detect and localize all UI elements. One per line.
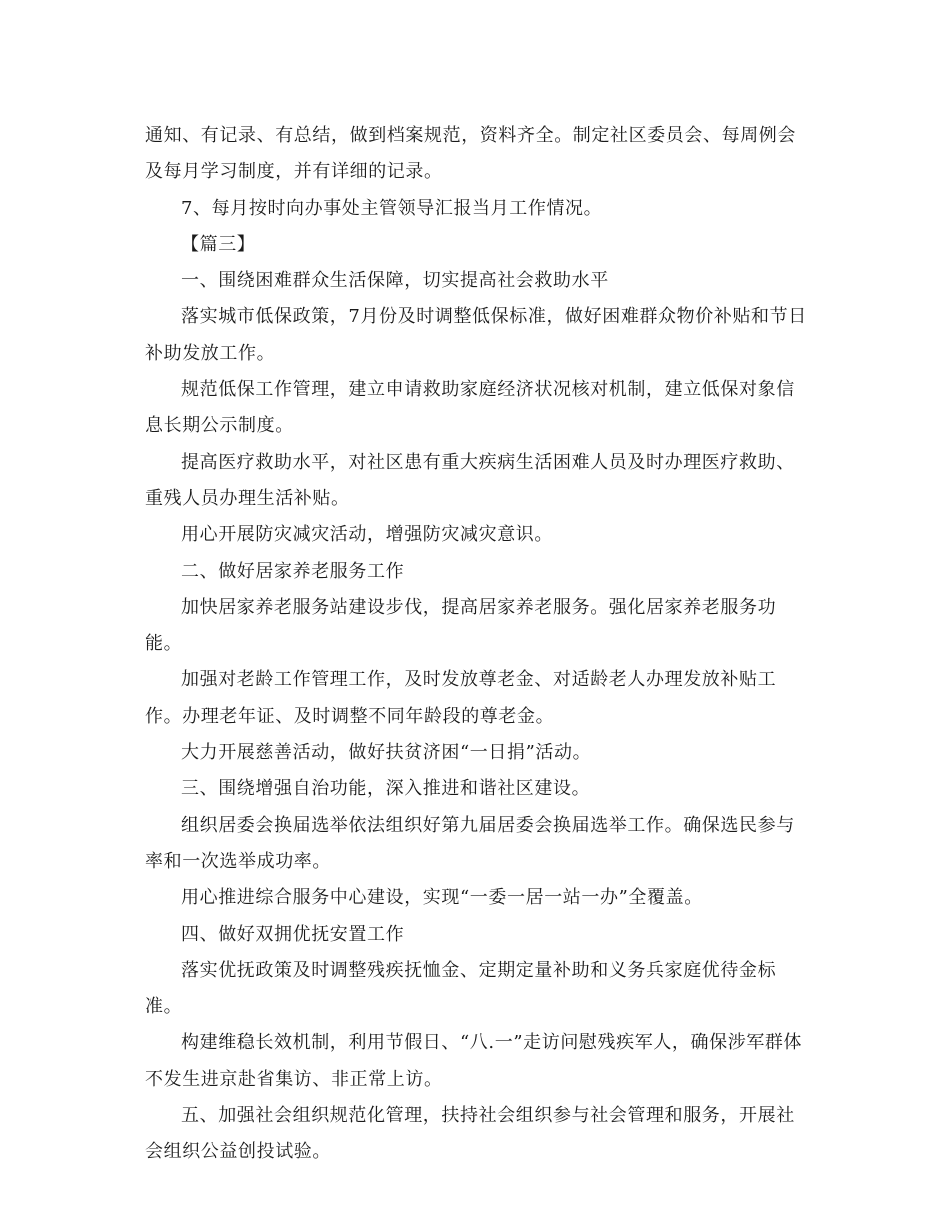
heading-one: 一、围绕困难群众生活保障，切实提高社会救助水平 — [181, 270, 609, 292]
paragraph: 用心推进综合服务中心建设，实现“一委一居一站一办”全覆盖。 — [181, 887, 703, 909]
section-heading-part-three: 【篇三】 — [181, 233, 256, 255]
document-page — [145, 118, 810, 1171]
paragraph-item-7: 7、每月按时向办事处主管领导汇报当月工作情况。 — [181, 197, 603, 219]
paragraph: 大力开展慈善活动，做好扶贫济困“一日捐”活动。 — [181, 742, 592, 764]
paragraph: 用心开展防灾减灾活动，增强防灾减灾意识。 — [181, 524, 553, 546]
heading-two: 二、做好居家养老服务工作 — [181, 560, 405, 582]
paragraph: 提高医疗救助水平，对社区患有重大疾病生活困难人员及时办理医疗救助、重残人员办理生活补贴。 — [145, 451, 795, 509]
heading-five: 五、加强社会组织规范化管理，扶持社会组织参与社会管理和服务，开展社会组织公益创投试验。 — [145, 1105, 795, 1163]
paragraph-continuation: 通知、有记录、有总结，做到档案规范，资料齐全。制定社区委员会、每周例会及每月学习制度，并有详细的记录。 — [145, 125, 796, 183]
paragraph: 加强对老龄工作管理工作，及时发放尊老金、对适龄老人办理发放补贴工作。办理老年证、及时调整不同年龄段的尊老金。 — [145, 669, 777, 727]
paragraph: 组织居委会换届选举依法组织好第九届居委会换届选举工作。确保选民参与率和一次选举成功率。 — [145, 814, 795, 872]
paragraph: 规范低保工作管理，建立申请救助家庭经济状况核对机制，建立低保对象信息长期公示制度。 — [145, 379, 795, 437]
paragraph: 落实优抚政策及时调整残疾抚恤金、定期定量补助和义务兵家庭优待金标准。 — [145, 959, 777, 1018]
paragraph: 构建维稳长效机制，利用节假日、“八.一”走访问慰残疾军人，确保涉军群体不发生进京赴省集访、非正常上访。 — [145, 1032, 803, 1090]
heading-four: 四、做好双拥优抚安置工作 — [181, 923, 405, 945]
paragraph: 落实城市低保政策，7月份及时调整低保标准，做好困难群众物价补贴和节日补助发放工作。 — [145, 306, 807, 364]
heading-three: 三、围绕增强自治功能，深入推进和谐社区建设。 — [181, 778, 591, 800]
paragraph: 加快居家养老服务站建设步伐，提高居家养老服务。强化居家养老服务功能。 — [145, 596, 777, 655]
